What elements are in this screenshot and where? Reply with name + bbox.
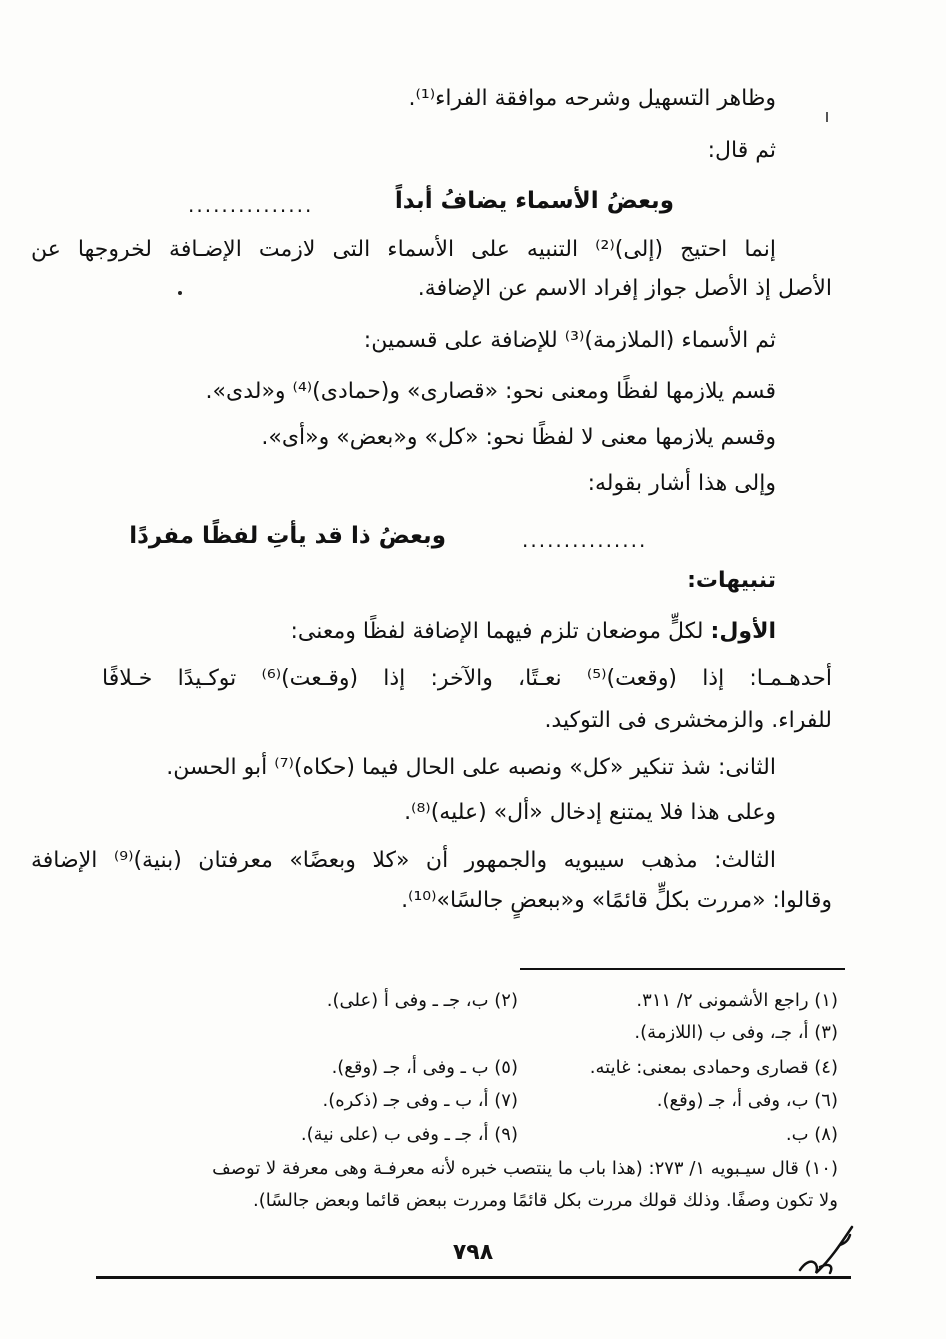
first-note-label: الأول: bbox=[710, 619, 776, 644]
second-note-continuation: وعلى هذا فلا يمتنع إدخال «أل» (عليه)⁽⁸⁾. bbox=[404, 800, 776, 825]
divisions-intro: ثم الأسماء (الملازمة)⁽³⁾ للإضافة على قسمين: bbox=[363, 328, 776, 353]
bottom-rule bbox=[96, 1276, 851, 1279]
third-note-line-1: الثالث: مذهب سيبويه والجمهور أن «كلا وبعضًا» معرفتان (بنية)⁽⁹⁾ الإضافة bbox=[31, 848, 776, 873]
footnote-10-line-1: (١٠) قال سيـبويه ١/ ٢٧٣: (هذا باب ما ينتصب خبره لأنه معرفـة وهى معرفة لا توصف bbox=[212, 1158, 838, 1179]
verse-2: وبعضُ ذا قد يأتِ لفظًا مفردًا bbox=[129, 523, 446, 549]
footnote-9: (٩) أ، جـ ـ وفى ب (على نية). bbox=[300, 1124, 518, 1145]
scan-speck bbox=[826, 112, 828, 122]
page-number: ٧٩٨ bbox=[452, 1240, 494, 1265]
verse-2-dots: ............... bbox=[522, 528, 648, 552]
footnote-8: (٨) ب. bbox=[785, 1124, 838, 1145]
first-note-text: لكلٍّ موضعان تلزم فيهما الإضافة لفظًا ومعنى: bbox=[290, 619, 704, 644]
first-note bbox=[291, 617, 777, 647]
body-line-1: وظاهر التسهيل وشرحه موافقة الفراء⁽¹⁾. bbox=[408, 86, 776, 111]
third-note-line-2: وقالوا: «مررت بكلٍّ قائمًا» و«ببعضٍ جالسًا»⁽¹⁰⁾. bbox=[401, 888, 832, 913]
footnote-4: (٤) قصارى وحمادى بمعنى: غايته. bbox=[589, 1057, 838, 1078]
paragraph-2-line-2: للفراء. والزمخشرى فى التوكيد. bbox=[544, 708, 832, 733]
section-heading: تنبيهات: bbox=[687, 568, 776, 593]
division-two: وقسم يلازمها معنى لا لفظًا نحو: «كل» و«بعض» و«أى». bbox=[261, 425, 776, 450]
reference-line: وإلى هذا أشار بقوله: bbox=[587, 471, 776, 496]
footnote-3: (٣) أ، جـ، وفى ب (اللازمة). bbox=[634, 1022, 838, 1043]
footnote-separator bbox=[520, 968, 845, 970]
division-one: قسم يلازمها لفظًا ومعنى نحو: «قصارى» و(حمادى)⁽⁴⁾ و«لدى». bbox=[205, 379, 776, 404]
footnote-5: (٥) ب ـ وفى أ، جـ (وقع). bbox=[331, 1057, 518, 1078]
paragraph-1-line-2: الأصل إذ الأصل جواز إفراد الاسم عن الإضافة. bbox=[417, 276, 832, 301]
second-note: الثانى: شذ تنكير «كل» ونصبه على الحال فيما (حكاه)⁽⁷⁾ أبو الحسن. bbox=[166, 755, 776, 780]
paragraph-1-line-1: إنما احتيج (إلى)⁽²⁾ التنبيه على الأسماء التى لازمت الإضـافة لخروجها عن bbox=[31, 237, 776, 262]
verse-1-dots: ............... bbox=[188, 193, 314, 217]
paragraph-2-line-1: أحدهـمـا: إذا (وقعت)⁽⁵⁾ نعـتًا، والآخر: إذا (وقـعت)⁽⁶⁾ توكـيدًا خـلافًا bbox=[102, 666, 832, 691]
handwritten-mark-icon bbox=[790, 1215, 860, 1280]
body-line-2: ثم قال: bbox=[707, 138, 776, 163]
verse-1: وبعضُ الأسماء يضافُ أبداً bbox=[394, 188, 674, 214]
footnote-7: (٧) أ، ب ـ وفى جـ (ذكره). bbox=[322, 1090, 518, 1111]
scan-speck bbox=[178, 291, 182, 295]
footnote-6: (٦) ب، وفى أ، جـ (وقع). bbox=[656, 1090, 838, 1111]
footnote-1: (١) راجع الأشمونى ٢/ ٣١١. bbox=[636, 990, 838, 1011]
footnote-2: (٢) ب، جـ ـ وفى أ (على). bbox=[326, 990, 518, 1011]
footnote-10-line-2: ولا تكون وصفًا. وذلك قولك مررت بكل قائمًا ومررت ببعض قائما وبعض جالسًا). bbox=[253, 1190, 838, 1211]
